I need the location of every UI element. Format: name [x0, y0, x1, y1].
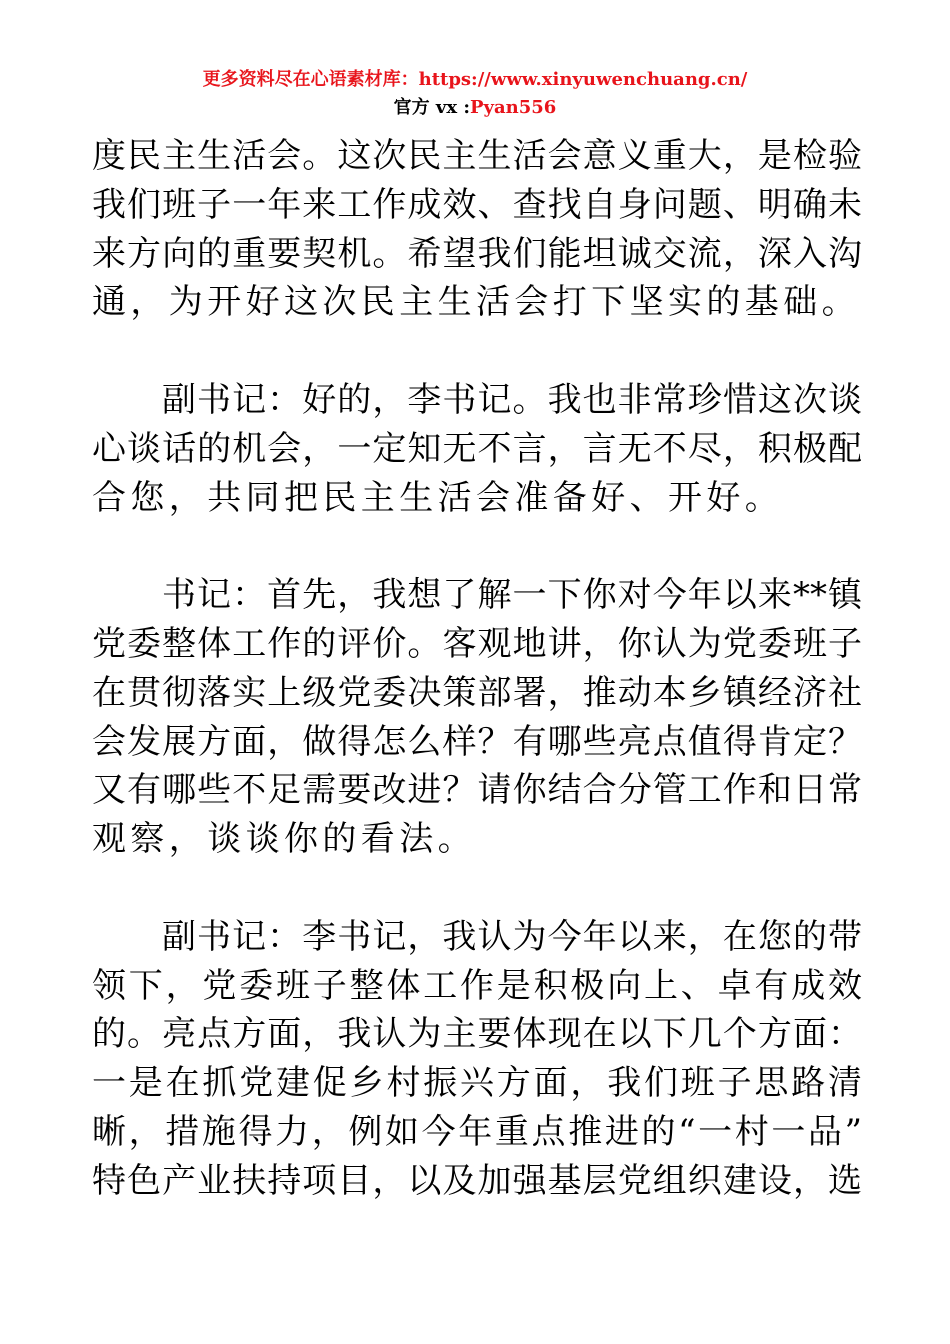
paragraph-gap — [92, 864, 862, 913]
text-line: 在贯彻落实上级党委决策部署，推动本乡镇经济社 — [92, 672, 862, 713]
paragraph-gap — [92, 522, 862, 571]
paragraph-3 — [92, 571, 862, 864]
text-line: 副书记：好的，李书记。我也非常珍惜这次谈 — [162, 379, 862, 420]
text-line: 心谈话的机会，一定知无不言，言无不尽，积极配 — [92, 428, 862, 469]
text-line: 观察，谈谈你的看法。 — [92, 819, 476, 860]
text-line: 副书记：李书记，我认为今年以来，在您的带 — [162, 916, 862, 957]
text-line: 会发展方面，做得怎么样？有哪些亮点值得肯定？ — [92, 721, 862, 762]
text-line: 书记：首先，我想了解一下你对今年以来**镇 — [162, 575, 862, 616]
header-resource-label: 更多资料尽在心语素材库： — [202, 69, 419, 90]
header-resource-line — [0, 68, 950, 92]
header-resource-url[interactable]: https://www.xinyuwenchuang.cn/ — [418, 69, 748, 90]
text-line: 来方向的重要契机。希望我们能坦诚交流，深入沟 — [92, 233, 862, 274]
paragraph-4 — [92, 913, 862, 1206]
paragraph-gap — [92, 327, 862, 376]
text-line: 又有哪些不足需要改进？请你结合分管工作和日常 — [92, 770, 862, 811]
text-line: 党委整体工作的评价。客观地讲，你认为党委班子 — [92, 623, 862, 664]
paragraph-2 — [92, 376, 862, 522]
header-contact-id: Pyan556 — [470, 97, 557, 118]
text-line: 的。亮点方面，我认为主要体现在以下几个方面： — [92, 1014, 862, 1055]
header-contact-label: 官方 vx : — [393, 97, 471, 118]
text-line: 度民主生活会。这次民主生活会意义重大，是检验 — [92, 136, 862, 176]
text-line: 晰，措施得力，例如今年重点推进的“一村一品” — [92, 1111, 862, 1152]
text-line: 我们班子一年来工作成效、查找自身问题、明确未 — [92, 184, 862, 225]
text-line: 特色产业扶持项目，以及加强基层党组织建设，选 — [92, 1160, 862, 1201]
header-contact-line — [0, 96, 950, 120]
document-body — [92, 132, 862, 1206]
text-line: 领下，党委班子整体工作是积极向上、卓有成效 — [92, 965, 862, 1006]
paragraph-1 — [92, 132, 862, 327]
text-line: 一是在抓党建促乡村振兴方面，我们班子思路清 — [92, 1063, 862, 1104]
text-line: 通，为开好这次民主生活会打下坚实的基础。 — [92, 282, 860, 323]
text-line: 合您，共同把民主生活会准备好、开好。 — [92, 477, 784, 518]
